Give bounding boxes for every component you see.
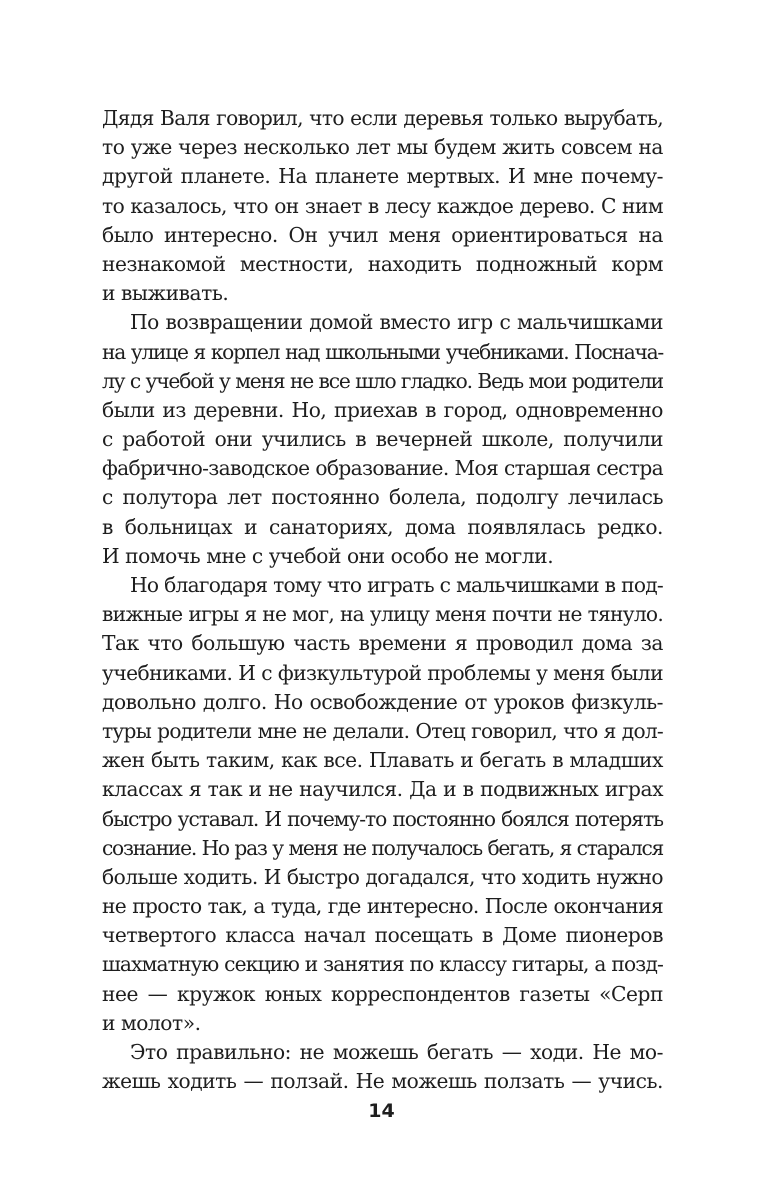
- paragraph: [102, 308, 663, 571]
- text-line: другой планете. На планете мертвых. И мне почему-: [102, 164, 663, 189]
- text-line: незнакомой местности, находить подножный корм: [102, 251, 663, 276]
- text-line: Так что большую часть времени я проводил дома за: [102, 631, 663, 656]
- text-line: и молот».: [102, 1010, 201, 1035]
- text-line: не просто так, а туда, где интересно. После окончания: [102, 894, 663, 919]
- text-line: были из деревни. Но, приехав в город, одновременно: [102, 397, 663, 422]
- text-line: шахматную секцию и занятия по классу гитары, а позд-: [102, 952, 663, 977]
- text-line: было интересно. Он учил меня ориентироваться на: [102, 222, 663, 247]
- text-line: то казалось, что он знает в лесу каждое дерево. С ним: [102, 193, 663, 218]
- text-line: учебниками. И с физкультурой проблемы у меня были: [102, 660, 663, 685]
- text-line: лу с учебой у меня не все шло гладко. Ведь мои родители: [102, 368, 663, 393]
- text-line: больше ходить. И быстро догадался, что ходить нужно: [102, 864, 663, 889]
- text-line: жен быть таким, как все. Плавать и бегать в младших: [102, 748, 663, 773]
- text-line: нее — кружок юных корреспондентов газеты «Серп: [102, 981, 663, 1006]
- text-line: Это правильно: не можешь бегать — ходи. Не мо-: [130, 1040, 663, 1064]
- text-line: четвертого класса начал посещать в Доме пионеров: [102, 923, 663, 948]
- text-line: И помочь мне с учебой они особо не могли.: [102, 543, 554, 568]
- text-line: и выживать.: [102, 281, 229, 306]
- paragraph: [102, 571, 663, 1038]
- text-line: По возвращении домой вместо игр с мальчишками: [130, 310, 663, 335]
- text-line: жешь ходить — ползай. Не можешь ползать — учись.: [102, 1069, 663, 1094]
- text-line: с полутора лет постоянно болела, подолгу лечилась: [102, 485, 663, 510]
- text-line: довольно долго. Но освобождение от уроков физкуль-: [102, 689, 663, 714]
- text-line: туры родители мне не делали. Отец говорил, что я дол-: [102, 718, 663, 743]
- text-line: вижные игры я не мог, на улицу меня почти не тянуло.: [102, 602, 663, 627]
- text-line: быстро уставал. И почему-то постоянно боялся потерять: [102, 806, 663, 831]
- text-line: сознание. Но раз у меня не получалось бегать, я старался: [102, 835, 663, 860]
- text-line: классах я так и не научился. Да и в подвижных играх: [102, 777, 663, 802]
- text-line: на улице я корпел над школьными учебниками. Поснача-: [102, 339, 663, 364]
- text-line: Но благодаря тому что играть с мальчишками в под-: [130, 573, 663, 597]
- text-line: фабрично-заводское образование. Моя старшая сестра: [102, 456, 663, 481]
- body-text: [102, 104, 663, 1096]
- paragraph: [102, 104, 663, 308]
- page-number: 14: [368, 1100, 395, 1122]
- text-line: Дядя Валя говорил, что если деревья только вырубать,: [102, 106, 663, 130]
- text-line: то уже через несколько лет мы будем жить совсем на: [102, 135, 663, 160]
- paragraph: [102, 1038, 663, 1096]
- text-line: в больницах и санаториях, дома появлялась редко.: [102, 514, 663, 539]
- text-line: с работой они учились в вечерней школе, получили: [102, 427, 663, 452]
